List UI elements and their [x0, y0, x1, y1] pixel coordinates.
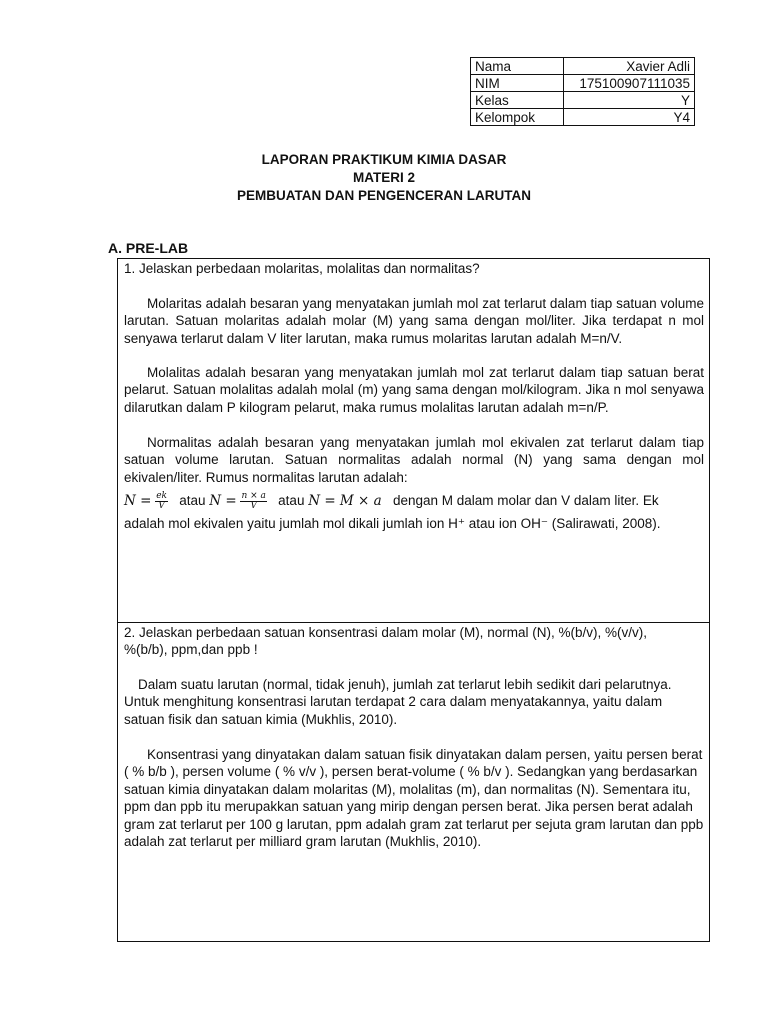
section-heading: A. PRE-LAB	[108, 240, 189, 256]
student-info-table	[470, 57, 695, 126]
info-row-nim	[471, 75, 695, 92]
formula-1-numerator: ek	[156, 491, 167, 501]
formula-separator: atau	[179, 493, 206, 509]
info-value: Y4	[564, 109, 695, 126]
normalitas-paragraph: Normalitas adalah besaran yang menyatakan jumlah mol ekivalen zat terlarut dalam tiap satuan volume larutan. Satuan normalitas adalah normal (N) yang sama dengan mol ekivalen/liter. Rumus normalitas larutan adalah:	[124, 435, 704, 485]
konsentrasi-intro-paragraph: Dalam suatu larutan (normal, tidak jenuh), jumlah zat terlarut lebih sedikit dari pelarutnya. Untuk menghitung konsentrasi larutan terdapat 2 cara dalam menyatakannya, yaitu dalam satuan fisik dan satuan kimia (Mukhlis, 2010).	[124, 677, 672, 727]
question-2-box	[117, 622, 710, 942]
report-topic: PEMBUATAN DAN PENGENCERAN LARUTAN	[237, 188, 531, 203]
formula-1-lhs: N =	[124, 493, 152, 510]
info-label: Kelas	[471, 92, 564, 109]
formula-2-lhs: N =	[209, 493, 237, 510]
formula-1-fraction	[155, 492, 168, 511]
question-1-text: 1. Jelaskan perbedaan molaritas, molalitas dan normalitas?	[124, 261, 480, 276]
info-row-nama	[471, 58, 695, 75]
normalitas-formula	[124, 492, 659, 511]
formula-2-numerator: n × a	[241, 491, 266, 501]
info-value: Xavier Adli	[564, 58, 695, 75]
question-2-line-1: 2. Jelaskan perbedaan satuan konsentrasi dalam molar (M), normal (N), %(b/v), %(v/v),	[124, 625, 647, 640]
molalitas-paragraph: Molalitas adalah besaran yang menyatakan jumlah mol zat terlarut dalam tiap satuan berat pelarut. Satuan molalitas adalah molal (m) yang sama dengan mol/kilogram. Jika n mol senyawa dilarutkan dalam P kilogram pelarut, maka rumus molalitas larutan adalah m=n/P.	[124, 365, 704, 415]
question-1-box	[117, 258, 710, 623]
ekivalen-explanation: adalah mol ekivalen yaitu jumlah mol dikali jumlah ion H⁺ atau ion OH⁻ (Salirawati, 2008).	[124, 516, 661, 531]
formula-separator: atau	[278, 493, 305, 509]
formula-2-denominator: V	[250, 501, 257, 511]
info-value: Y	[564, 92, 695, 109]
formula-2-fraction	[240, 492, 266, 511]
konsentrasi-units-paragraph: Konsentrasi yang dinyatakan dalam satuan fisik dinyatakan dalam persen, yaitu persen berat ( % b/b ), persen volume ( % v/v ), persen berat-volume ( % b/v ). Sedangkan yang berdasarkan satuan kimia dinyatakan dalam molaritas (M), molalitas (m), dan normalitas (N). Sementara itu, ppm dan ppb itu merupakkan satuan yang mirip dengan persen berat. Jika persen berat adalah gram zat terlarut per 100 g larutan, ppm adalah gram zat terlarut per sejuta gram larutan dan ppb adalah zat terlarut per milliard gram larutan (Mukhlis, 2010).	[124, 747, 704, 850]
info-label: Nama	[471, 58, 564, 75]
info-label: Kelompok	[471, 109, 564, 126]
report-title: LAPORAN PRAKTIKUM KIMIA DASAR	[261, 152, 507, 167]
info-value: 175100907111035	[564, 75, 695, 92]
formula-1-denominator: V	[158, 501, 165, 511]
formula-description: dengan M dalam molar dan V dalam liter. Ek	[392, 493, 659, 509]
info-row-kelas	[471, 92, 695, 109]
info-row-kelompok	[471, 109, 695, 126]
molaritas-paragraph: Molaritas adalah besaran yang menyatakan jumlah mol zat terlarut dalam tiap satuan volume larutan. Satuan molaritas adalah molar (M) yang sama dengan mol/liter. Jika terdapat n mol senyawa terlarut dalam V liter larutan, maka rumus molaritas larutan adalah M=n/V.	[124, 296, 704, 346]
report-material: MATERI 2	[352, 170, 415, 185]
info-label: NIM	[471, 75, 564, 92]
formula-3: N = M × a	[308, 493, 382, 510]
question-2-line-2: %(b/b), ppm,dan ppb !	[124, 642, 258, 657]
